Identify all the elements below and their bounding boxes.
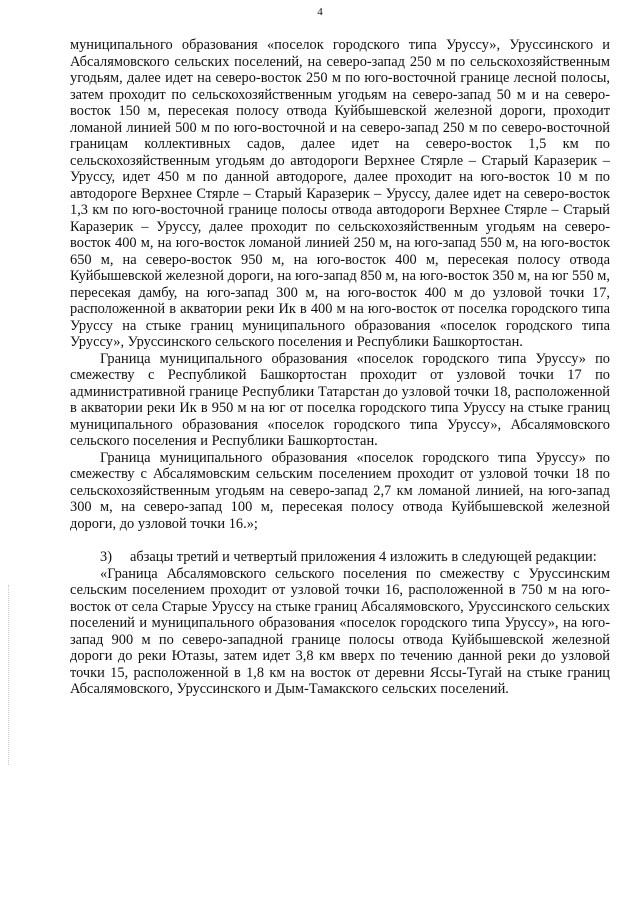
margin-mark xyxy=(8,585,11,765)
page-number: 4 xyxy=(317,6,323,18)
paragraph-item-3 xyxy=(70,549,610,566)
document-body xyxy=(70,37,610,698)
paragraph-bashkortostan-border: Граница муниципального образования «поселок городского типа Уруссу» по смежеству с Республикой Башкортостан проходит от узловой точки 17 по административной границе Республики Татарстан до узловой точки 18, расположенной в акватории реки Ик в 950 м на юг от поселка городского типа Уруссу на стыке границ муниципального образования «поселок городского типа Уруссу», Абсалямовского сельского поселения и Республики Башкортостан. xyxy=(70,350,610,449)
paragraph-continuation: муниципального образования «поселок городского типа Уруссу», Уруссинского и Абсалямовского сельских поселений, на северо-запад 250 м по сельскохозяйственным угодьям, далее идет на северо-восток 250 м по юго-восточной границе лесной полосы, затем проходит по сельскохозяйственным угодьям на северо-запад 50 м и на северо-восток 150 м, пересекая полосу отвода Куйбышевской железной дороги, проходит ломаной линией 500 м по юго-восточной и на северо-запад 250 м по северо-восточной границам коллективных садов, далее идет на северо-восток 1,5 км по сельскохозяйственным угодьям до автодороги Верхнее Стярле – Старый Каразерик – Уруссу, идет 450 м по данной автодороге, далее проходит на юго-восток 10 м по автодороге Верхнее Стярле – Старый Каразерик – Уруссу, далее идет на северо-восток 1,3 км по юго-восточной границе полосы отвода автодороги Верхнее Стярле – Старый Каразерик – Уруссу, далее проходит по сельскохозяйственным угодьям на северо-восток 400 м, на юго-восток ломаной линией 250 м, на юго-запад 550 м, на юго-восток 650 м, на северо-восток 950 м, на юго-восток 400 м, пересекая полосу отвода Куйбышевской железной дороги, на юго-запад 850 м, на юго-восток 350 м, на юг 550 м, пересекая дамбу, на юго-запад 300 м, на юго-восток 400 м до узловой точки 17, расположенной в акватории реки Ик в 400 м на юго-восток от поселка городского типа Уруссу на стыке границ муниципального образования «поселок городского типа Уруссу», Уруссинского сельского поселения и Республики Башкортостан. xyxy=(70,37,610,350)
paragraph-absalyamovo-border: Граница муниципального образования «поселок городского типа Уруссу» по смежеству с Абсалямовским сельским поселением проходит от узловой точки 18 по сельскохозяйственным угодьям на северо-запад 2,7 км ломаной линией, на юго-запад 300 м, на северо-запад 100 м, пересекая полосу отвода Куйбышевской железной дороги, до узловой точки 16.»; xyxy=(70,449,610,532)
item-3-text: абзацы третий и четвертый приложения 4 изложить в следующей редакции: xyxy=(130,549,597,565)
paragraph-new-wording: «Граница Абсалямовского сельского поселения по смежеству с Уруссинским сельским поселением проходит от узловой точки 16, расположенной в 750 м на юго-восток от села Старые Уруссу на стыке границ Абсалямовского, Уруссинского сельских поселений и муниципального образования «поселок городского типа Уруссу», на юго-запад 900 м по северо-западной границе полосы отвода Куйбышевской железной дороги до реки Ютазы, затем идет 3,8 км вверх по течению данной реки до узловой точки 15, расположенной в 1,8 км на восток от деревни Яссы-Тугай на стыке границ Абсалямовского, Уруссинского и Дым-Тамакского сельских поселений. xyxy=(70,565,610,697)
item-number: 3) xyxy=(100,549,112,565)
